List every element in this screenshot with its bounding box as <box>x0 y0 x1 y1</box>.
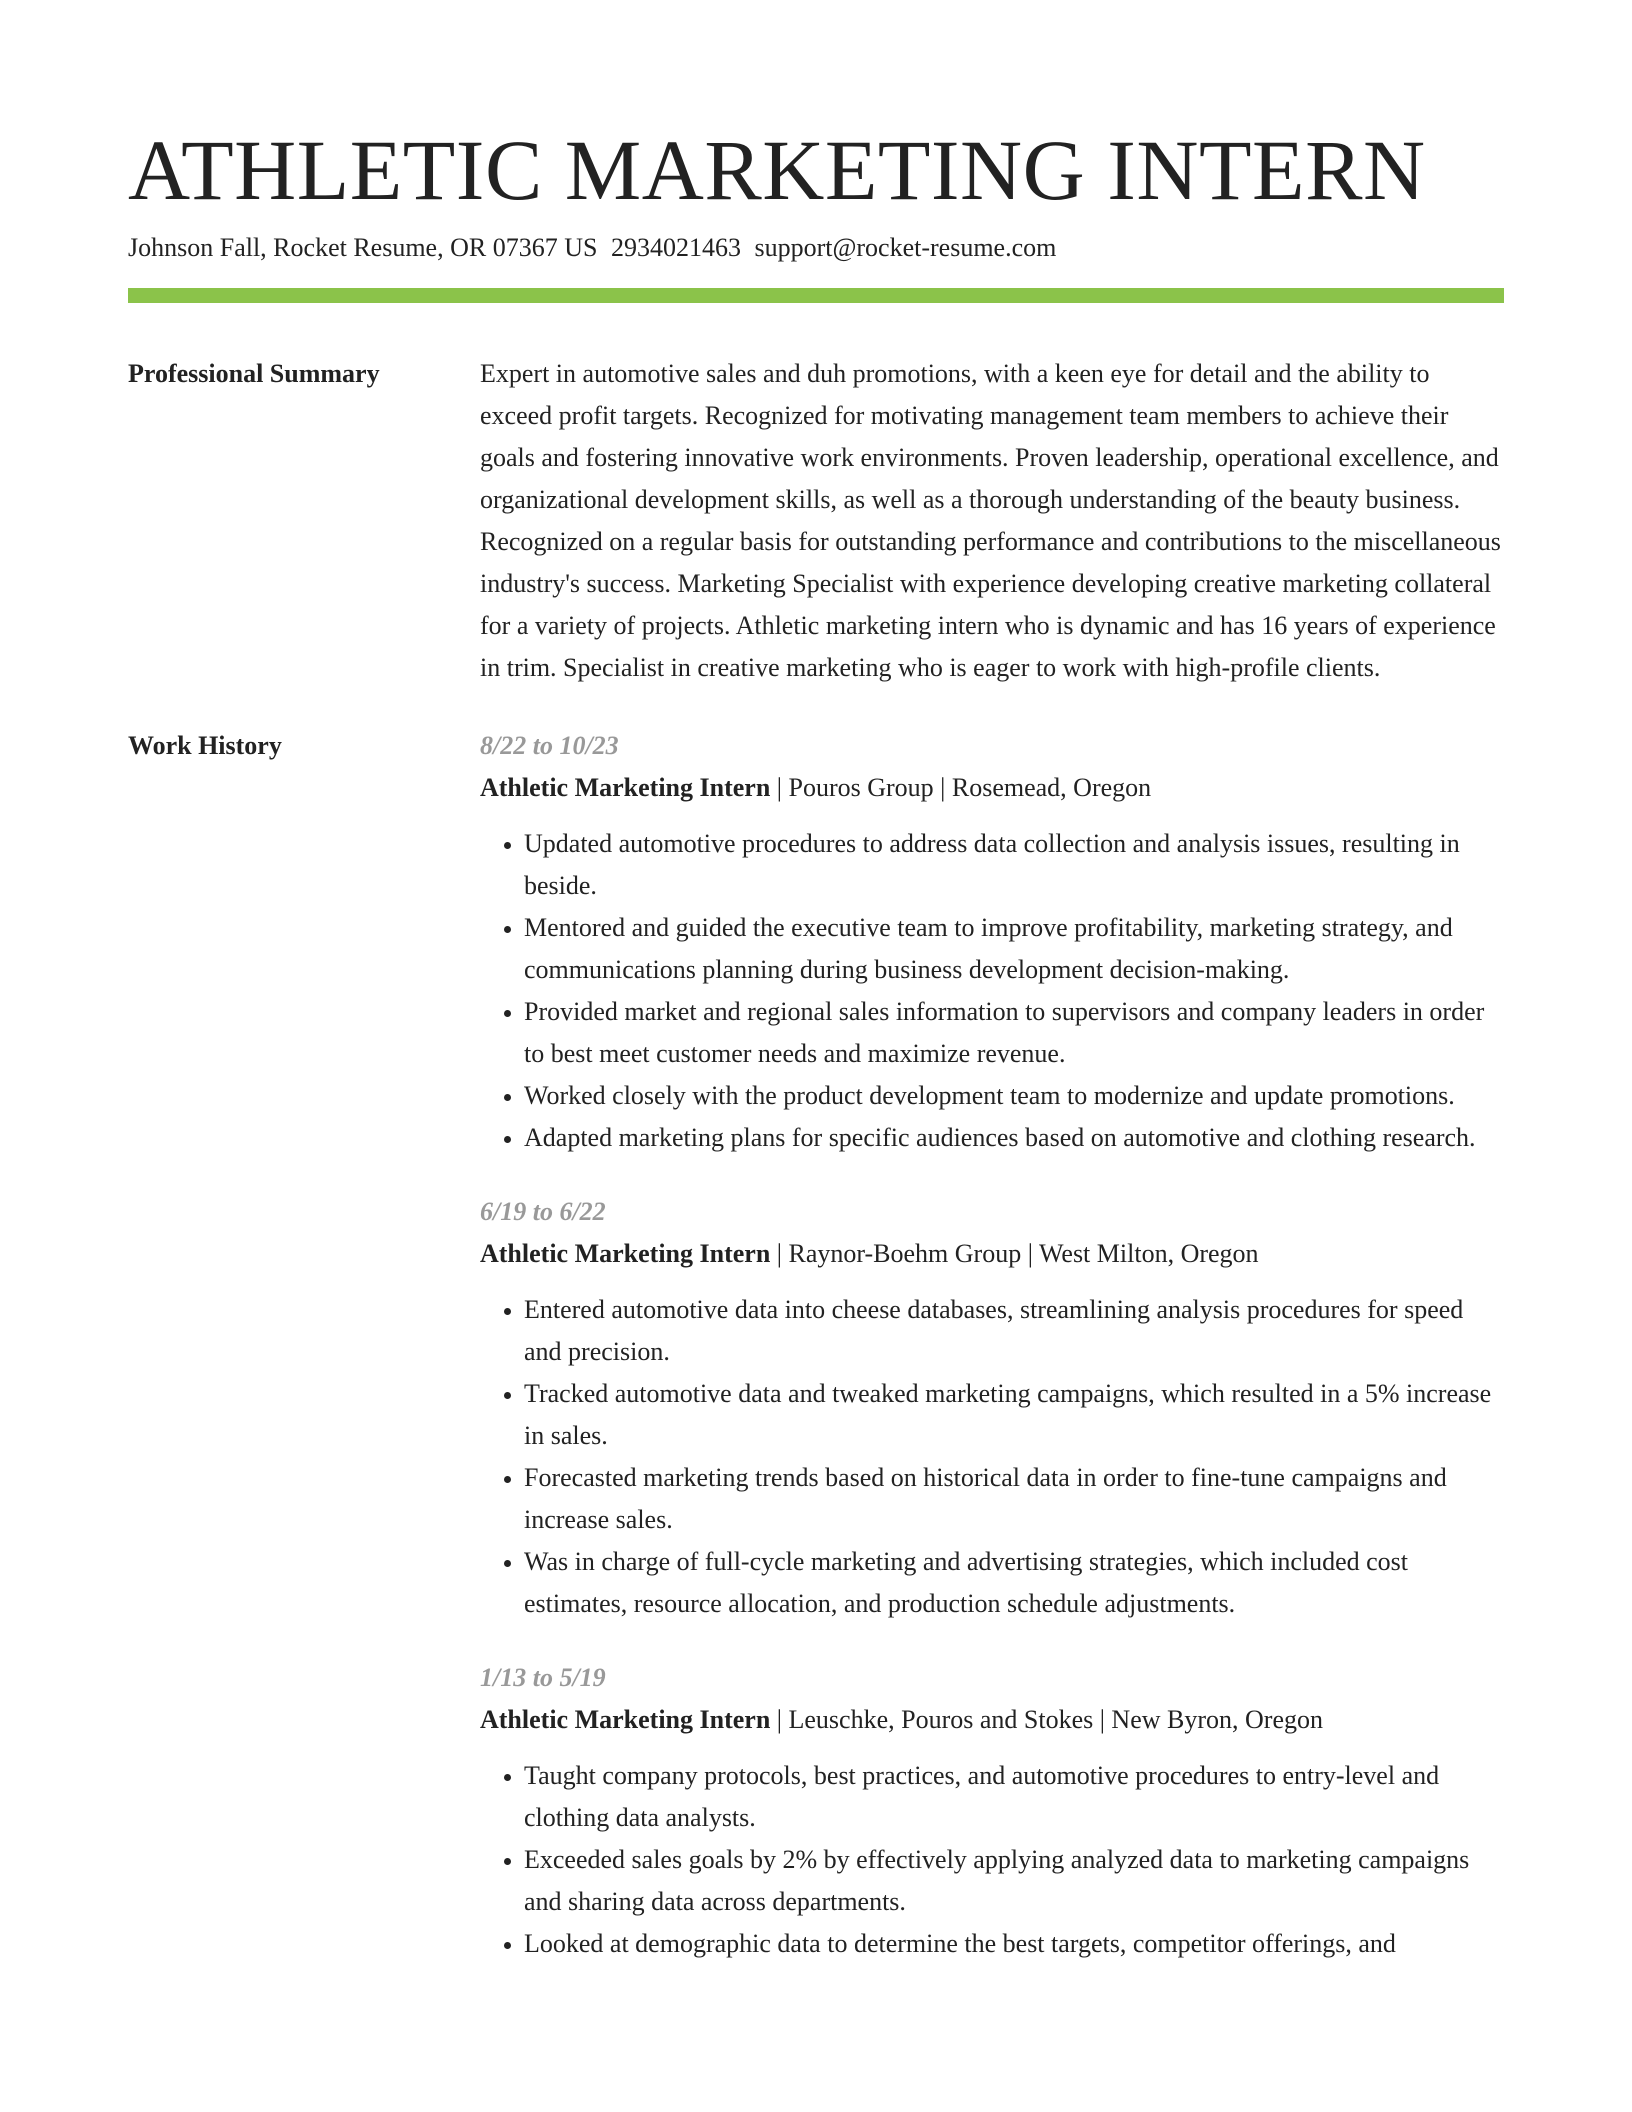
job-entry <box>480 1657 1504 1965</box>
job-bullet-list <box>480 823 1504 1159</box>
summary-text: Expert in automotive sales and duh promotions, with a keen eye for detail and the ability to exceed profit targets. Recognized for motivating management team members to achieve their goals and fostering innovative work environments. Proven leadership, operational excellence, and organizational development skills, as well as a thorough understanding of the beauty business. Recognized on a regular basis for outstanding performance and contributions to the miscellaneous industry's success. Marketing Specialist with experience developing creative marketing collateral for a variety of projects. Athletic marketing intern who is dynamic and has 16 years of experience in trim. Specialist in creative marketing who is eager to work with high-profile clients. <box>480 359 1501 682</box>
job-heading <box>480 767 1504 809</box>
job-bullet: • Was in charge of full-cycle marketing and advertising strategies, which included cost estimates, resource allocation, and production schedule adjustments. <box>524 1541 1504 1625</box>
job-heading <box>480 1233 1504 1275</box>
job-bullet-list <box>480 1755 1504 1965</box>
summary-section <box>128 353 1504 689</box>
work-history-body <box>480 725 1504 1965</box>
job-bullet: • Mentored and guided the executive team to improve profitability, marketing strategy, and communications planning during business development decision-making. <box>524 907 1504 991</box>
summary-body <box>480 353 1504 689</box>
accent-divider <box>128 288 1504 303</box>
section-heading-summary: Professional Summary <box>128 359 380 388</box>
work-history-section <box>128 725 1504 1965</box>
job-bullet: • Exceeded sales goals by 2% by effectively applying analyzed data to marketing campaigns and sharing data across departments. <box>524 1839 1504 1923</box>
job-bullet: • Provided market and regional sales information to supervisors and company leaders in order to best meet customer needs and maximize revenue. <box>524 991 1504 1075</box>
job-title: Athletic Marketing Intern <box>480 773 771 802</box>
job-bullet: • Adapted marketing plans for specific audiences based on automotive and clothing research. <box>524 1117 1504 1159</box>
job-title: Athletic Marketing Intern <box>480 1705 771 1734</box>
job-bullet-list <box>480 1289 1504 1625</box>
job-company-location: | Pouros Group | Rosemead, Oregon <box>770 773 1152 802</box>
job-bullet: • Taught company protocols, best practices, and automotive procedures to entry-level and clothing data analysts. <box>524 1755 1504 1839</box>
contact-email: support@rocket-resume.com <box>754 233 1057 262</box>
job-entry <box>480 1191 1504 1625</box>
job-company-location: | Leuschke, Pouros and Stokes | New Byron, Oregon <box>770 1705 1323 1734</box>
job-company-location: | Raynor-Boehm Group | West Milton, Oregon <box>770 1239 1259 1268</box>
resume-page <box>128 118 1504 1965</box>
job-dates: 1/13 to 5/19 <box>480 1663 606 1692</box>
job-bullet: • Looked at demographic data to determine the best targets, competitor offerings, and <box>524 1923 1504 1965</box>
section-heading-work-history: Work History <box>128 731 282 760</box>
resume-name: ATHLETIC MARKETING INTERN <box>128 122 1426 218</box>
job-bullet: • Updated automotive procedures to address data collection and analysis issues, resulting in beside. <box>524 823 1504 907</box>
job-bullet: • Entered automotive data into cheese databases, streamlining analysis procedures for speed and precision. <box>524 1289 1504 1373</box>
job-bullet: • Tracked automotive data and tweaked marketing campaigns, which resulted in a 5% increase in sales. <box>524 1373 1504 1457</box>
job-bullet: • Forecasted marketing trends based on historical data in order to fine-tune campaigns and increase sales. <box>524 1457 1504 1541</box>
job-entry <box>480 725 1504 1159</box>
contact-phone: 2934021463 <box>610 233 741 262</box>
job-bullet: • Worked closely with the product development team to modernize and update promotions. <box>524 1075 1504 1117</box>
contact-address: Johnson Fall, Rocket Resume, OR 07367 US <box>128 233 598 262</box>
job-dates: 8/22 to 10/23 <box>480 731 619 760</box>
job-title: Athletic Marketing Intern <box>480 1239 771 1268</box>
job-dates: 6/19 to 6/22 <box>480 1197 606 1226</box>
contact-line <box>128 230 1504 266</box>
job-heading <box>480 1699 1504 1741</box>
